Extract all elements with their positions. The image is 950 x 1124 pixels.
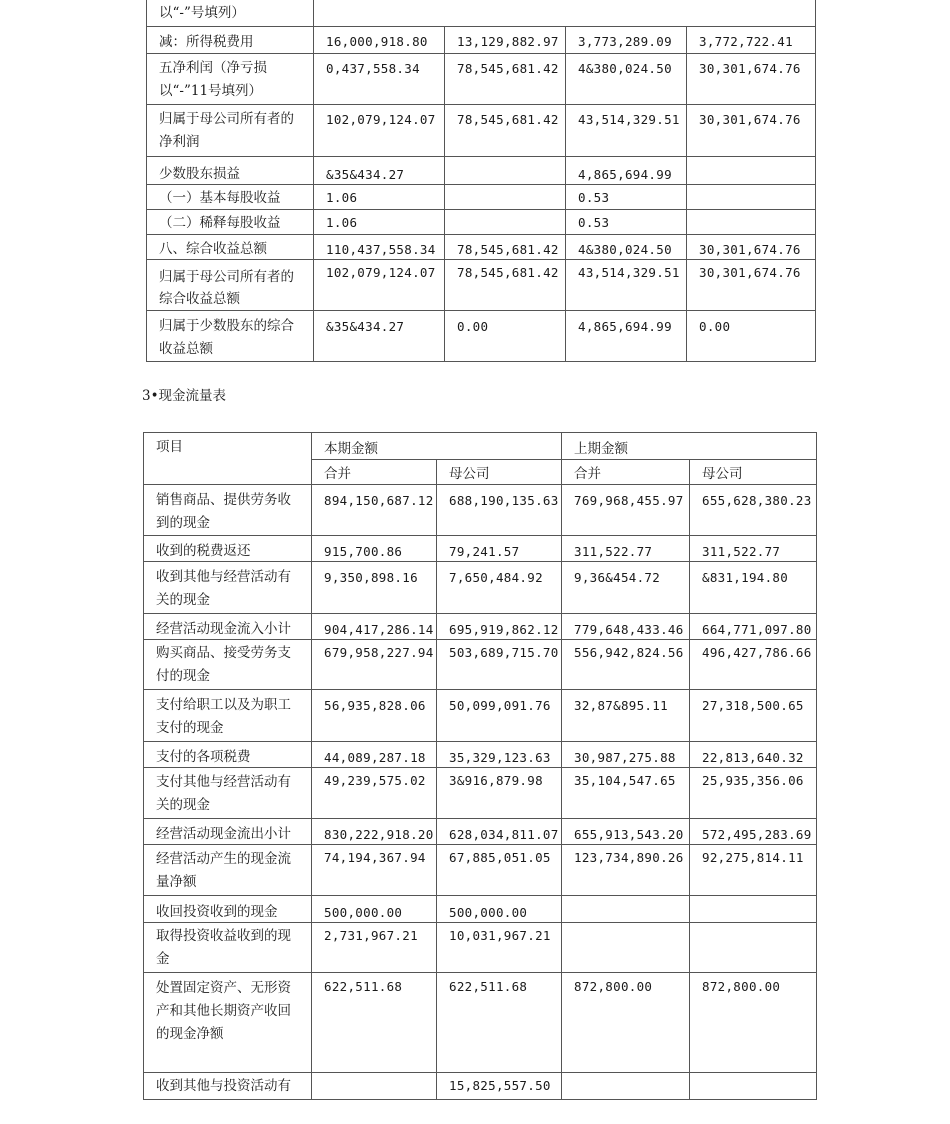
row-label: 支付的各项税费: [144, 742, 312, 768]
value-cell: 44,089,287.18: [312, 742, 437, 768]
value-cell: 78,545,681.42: [445, 259, 566, 310]
value-cell: [445, 209, 566, 234]
value-cell: 779,648,433.46: [562, 614, 690, 640]
value-cell: &35&434.27: [314, 156, 445, 184]
table-row: [147, 53, 816, 104]
value-cell: 110,437,558.34: [314, 234, 445, 259]
value-cell: 830,222,918.20: [312, 819, 437, 845]
value-cell: 655,913,543.20: [562, 819, 690, 845]
value-cell: 92,275,814.11: [690, 845, 817, 896]
table-row: [144, 768, 817, 819]
value-cell: 7,650,484.92: [437, 562, 562, 614]
value-cell: 35,329,123.63: [437, 742, 562, 768]
income-statement-table: [146, 0, 816, 362]
value-cell: 655,628,380.23: [690, 485, 817, 536]
value-cell: 311,522.77: [690, 536, 817, 562]
value-cell: 27,318,500.65: [690, 690, 817, 742]
subheader-consolidated: 合并: [312, 460, 437, 485]
value-cell: 496,427,786.66: [690, 640, 817, 690]
value-cell: 30,987,275.88: [562, 742, 690, 768]
value-cell: 25,935,356.06: [690, 768, 817, 819]
value-cell: 4,865,694.99: [566, 310, 687, 361]
value-cell: 43,514,329.51: [566, 104, 687, 156]
value-cell: 500,000.00: [437, 896, 562, 923]
value-cell: 30,301,674.76: [687, 53, 816, 104]
row-label: （二）稀释每股收益: [147, 209, 314, 234]
value-cell: 102,079,124.07: [314, 259, 445, 310]
row-label: 经营活动现金流出小计: [144, 819, 312, 845]
row-label: 支付其他与经营活动有 关的现金: [144, 768, 312, 819]
value-cell: 10,031,967.21: [437, 923, 562, 973]
value-cell: 22,813,640.32: [690, 742, 817, 768]
value-cell: 3&916,879.98: [437, 768, 562, 819]
value-cell: 872,800.00: [690, 973, 817, 1073]
row-label: 归属于母公司所有者的 净利润: [147, 104, 314, 156]
row-label: 五净利闰（净亏损 以“-”11号填列）: [147, 53, 314, 104]
value-cell: 503,689,715.70: [437, 640, 562, 690]
value-cell: 15,825,557.50: [437, 1073, 562, 1100]
row-label: 销售商品、提供劳务收 到的现金: [144, 485, 312, 536]
value-cell: 50,099,091.76: [437, 690, 562, 742]
value-cell: 2,731,967.21: [312, 923, 437, 973]
table-row: [144, 640, 817, 690]
value-cell: 0.00: [445, 310, 566, 361]
row-label: 取得投资收益收到的现 金: [144, 923, 312, 973]
row-label: 经营活动产生的现金流 量净额: [144, 845, 312, 896]
value-cell: 894,150,687.12: [312, 485, 437, 536]
value-cell: 1.06: [314, 209, 445, 234]
table-row: [144, 845, 817, 896]
table-row: [144, 896, 817, 923]
value-cell: [687, 209, 816, 234]
table-row: [147, 156, 816, 184]
row-label: 归属于母公司所有者的 综合收益总额: [147, 259, 314, 310]
value-cell: 872,800.00: [562, 973, 690, 1073]
value-cell: 904,417,286.14: [312, 614, 437, 640]
value-cell: 30,301,674.76: [687, 259, 816, 310]
row-label: 八、综合收益总额: [147, 234, 314, 259]
table-row: [144, 485, 817, 536]
row-label: 经营活动现金流入小计: [144, 614, 312, 640]
value-cell: 679,958,227.94: [312, 640, 437, 690]
subheader-consolidated: 合并: [562, 460, 690, 485]
value-cell: 43,514,329.51: [566, 259, 687, 310]
table-row: [144, 973, 817, 1073]
value-cell: [687, 156, 816, 184]
value-cell: 769,968,455.97: [562, 485, 690, 536]
value-cell: 49,239,575.02: [312, 768, 437, 819]
value-cell: 688,190,135.63: [437, 485, 562, 536]
value-cell: 695,919,862.12: [437, 614, 562, 640]
value-cell: [687, 0, 816, 26]
value-cell: 622,511.68: [437, 973, 562, 1073]
header-current-period: 本期金额: [312, 433, 562, 460]
value-cell: [690, 1073, 817, 1100]
value-cell: 78,545,681.42: [445, 53, 566, 104]
value-cell: 0.53: [566, 184, 687, 209]
row-label: （一）基本每股收益: [147, 184, 314, 209]
value-cell: 4,865,694.99: [566, 156, 687, 184]
value-cell: 4&380,024.50: [566, 234, 687, 259]
row-label: 以“-”号填列）: [147, 0, 314, 26]
row-label: 归属于少数股东的综合 收益总额: [147, 310, 314, 361]
row-label: 收到其他与经营活动有 关的现金: [144, 562, 312, 614]
value-cell: [566, 0, 687, 26]
value-cell: 572,495,283.69: [690, 819, 817, 845]
row-label: 收到其他与投资活动有: [144, 1073, 312, 1100]
value-cell: 9,350,898.16: [312, 562, 437, 614]
value-cell: 67,885,051.05: [437, 845, 562, 896]
row-label: 支付给职工以及为职工 支付的现金: [144, 690, 312, 742]
value-cell: [312, 1073, 437, 1100]
table-row: [144, 536, 817, 562]
value-cell: 74,194,367.94: [312, 845, 437, 896]
section-title: 3•现金流量表: [142, 388, 227, 404]
value-cell: 556,942,824.56: [562, 640, 690, 690]
value-cell: 123,734,890.26: [562, 845, 690, 896]
value-cell: 0.00: [687, 310, 816, 361]
row-label: 收回投资收到的现金: [144, 896, 312, 923]
table-row: [144, 819, 817, 845]
value-cell: [445, 156, 566, 184]
value-cell: 16,000,918.80: [314, 26, 445, 53]
table-row: [144, 690, 817, 742]
table-row: [147, 209, 816, 234]
value-cell: 32,87&895.11: [562, 690, 690, 742]
value-cell: 102,079,124.07: [314, 104, 445, 156]
value-cell: 1.06: [314, 184, 445, 209]
value-cell: [690, 923, 817, 973]
table-row: [147, 259, 816, 310]
value-cell: [445, 0, 566, 26]
value-cell: 915,700.86: [312, 536, 437, 562]
value-cell: [445, 184, 566, 209]
value-cell: [690, 896, 817, 923]
header-item: 项目: [144, 433, 312, 485]
subheader-parent: 母公司: [437, 460, 562, 485]
value-cell: 311,522.77: [562, 536, 690, 562]
row-label: 少数股东损益: [147, 156, 314, 184]
header-row: [144, 433, 817, 460]
value-cell: 4&380,024.50: [566, 53, 687, 104]
value-cell: 79,241.57: [437, 536, 562, 562]
value-cell: [562, 896, 690, 923]
value-cell: 78,545,681.42: [445, 104, 566, 156]
value-cell: 0,437,558.34: [314, 53, 445, 104]
row-label: 减：所得税费用: [147, 26, 314, 53]
value-cell: 9,36&454.72: [562, 562, 690, 614]
value-cell: 664,771,097.80: [690, 614, 817, 640]
row-label: 处置固定资产、无形资 产和其他长期资产收回 的现金净额: [144, 973, 312, 1073]
subheader-parent: 母公司: [690, 460, 817, 485]
value-cell: 622,511.68: [312, 973, 437, 1073]
table-row: [144, 742, 817, 768]
table-row: [144, 562, 817, 614]
merged-value-cell: [314, 0, 445, 26]
value-cell: [562, 923, 690, 973]
value-cell: [562, 1073, 690, 1100]
row-label: 购买商品、接受劳务支 付的现金: [144, 640, 312, 690]
table-row: [144, 1073, 817, 1100]
value-cell: &35&434.27: [314, 310, 445, 361]
row-label: 收到的税费返还: [144, 536, 312, 562]
cash-flow-table: [143, 432, 817, 1100]
table-row: [147, 184, 816, 209]
value-cell: &831,194.80: [690, 562, 817, 614]
value-cell: 3,772,722.41: [687, 26, 816, 53]
value-cell: 35,104,547.65: [562, 768, 690, 819]
value-cell: 0.53: [566, 209, 687, 234]
table-row: [147, 234, 816, 259]
value-cell: 628,034,811.07: [437, 819, 562, 845]
value-cell: 13,129,882.97: [445, 26, 566, 53]
table-row: [147, 104, 816, 156]
table-row: [147, 310, 816, 361]
value-cell: [687, 184, 816, 209]
header-prior-period: 上期金额: [562, 433, 817, 460]
table-row: [147, 26, 816, 53]
value-cell: 30,301,674.76: [687, 234, 816, 259]
value-cell: 500,000.00: [312, 896, 437, 923]
table-row: [144, 614, 817, 640]
value-cell: 3,773,289.09: [566, 26, 687, 53]
value-cell: 78,545,681.42: [445, 234, 566, 259]
table-row: [144, 923, 817, 973]
value-cell: 56,935,828.06: [312, 690, 437, 742]
value-cell: 30,301,674.76: [687, 104, 816, 156]
table-row: [147, 0, 816, 26]
